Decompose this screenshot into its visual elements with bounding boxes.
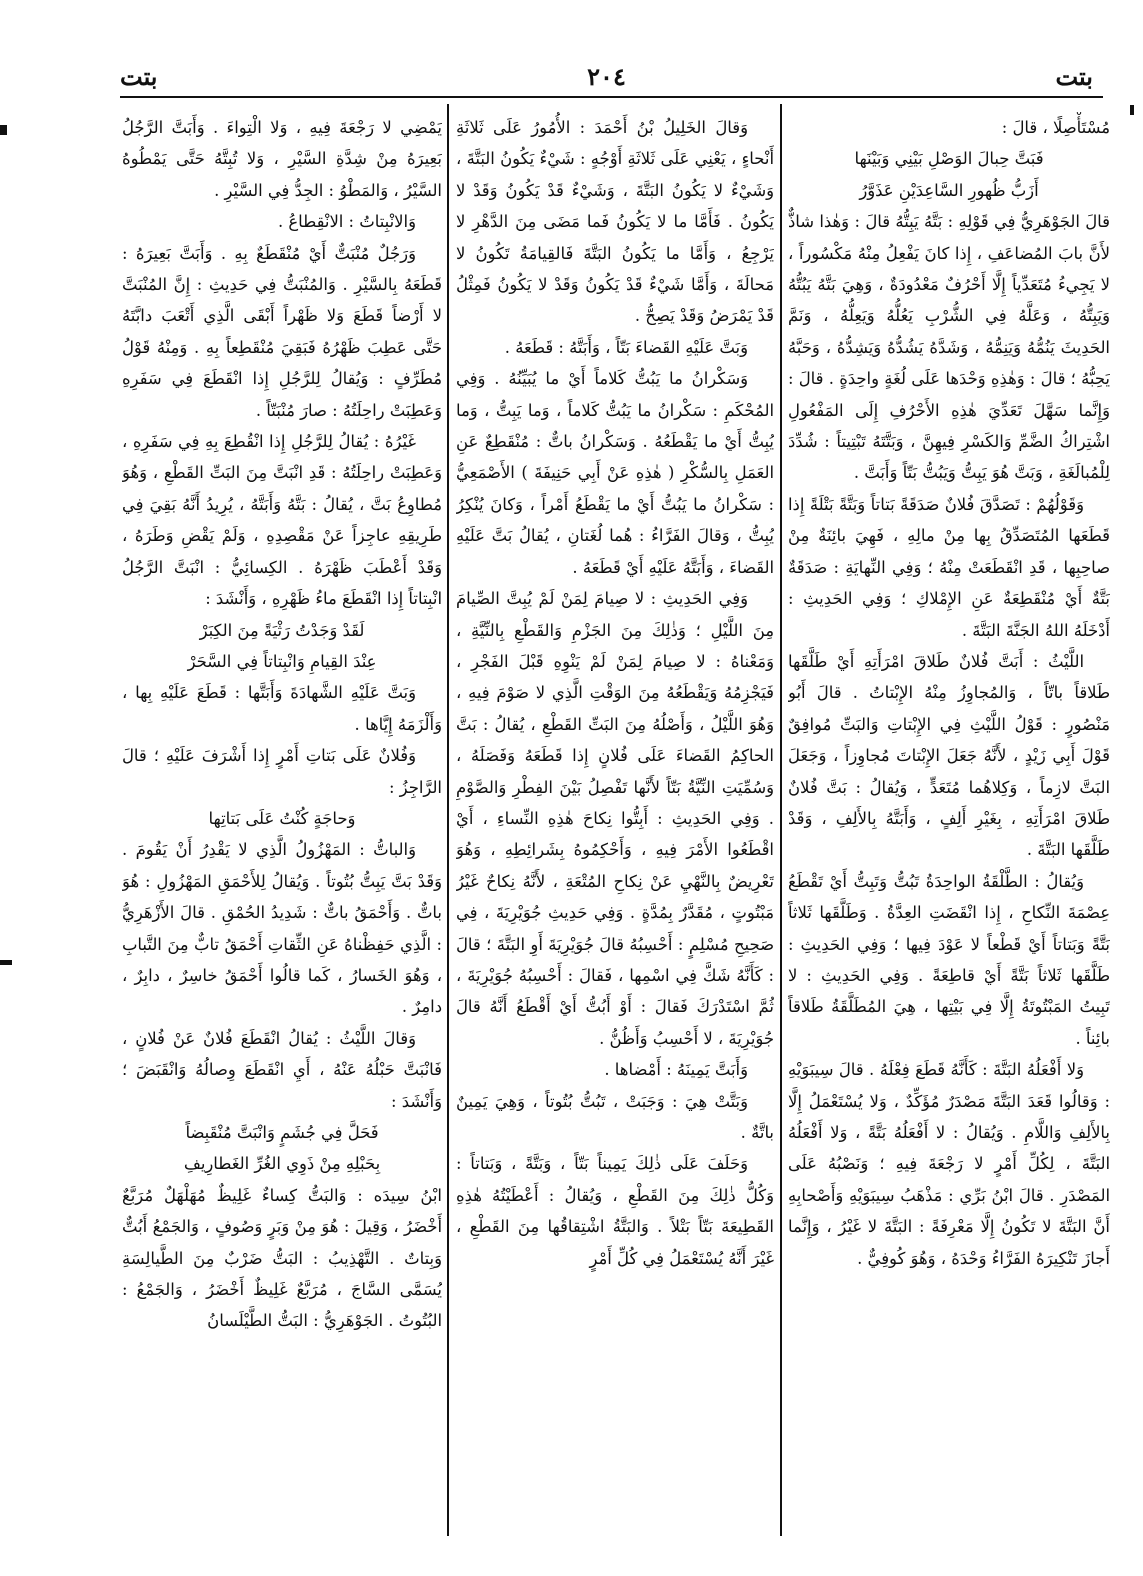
paragraph: اللَّيْثُ : أَبَتَّ فُلانٌ طَلاقَ امْرَأَتِهِ أَيْ طَلَّقَها طَلاقاً باتّاً ، وَالمُجاوِزُ مِنْهُ الإِبْتاتُ . قالَ أَبُو مَنْصُورٍ : قَوْلُ اللَّيْثِ فِي الإِبْتاتِ وَالبَتِّ مُوافِقٌ قَوْلَ أَبِي زَيْدٍ ، لأَنَّهُ جَعَلَ الإِبْتاتَ مُجاوِزاً ، وَجَعَلَ البَتَّ لازِماً ، وَكِلاهُما مُتَعَدٍّ ، وَيُقالُ : بَتَّ فُلانٌ طَلاقَ امْرَأَتِهِ ، بِغَيْرِ أَلِفٍ ، وَأَبَتَّهُ بِالأَلِفِ ، وَقَدْ طَلَّقَها البَتَّةَ . xyxy=(788,651,1110,860)
paragraph: غَيْرُهُ : يُقالُ لِلرَّجُلِ إِذا انْقُطِعَ بِهِ فِي سَفَرِهِ ، وَعَطِبَتْ راحِلَتُهُ : قَدِ انْبَتَّ مِنَ البَتِّ القَطْعِ ، وَهُوَ مُطاوِعُ بَتَّ ، يُقالُ : بَتَّهُ وَأَبَتَّهُ ، يُرِيدُ أَنَّهُ بَقِيَ فِي طَرِيقِهِ عاجِزاً عَنْ مَقْصِدِهِ ، وَلَمْ يَقْضِ وَطَرَهُ ، وَقَدْ أَعْطَبَ ظَهْرَهُ . الكِسائِيُّ : انْبَتَّ الرَّجُلُ انْبِتاتاً إِذا انْقَطَعَ ماءُ ظَهْرِهِ ، وَأَنْشَدَ : xyxy=(122,432,442,609)
paragraph: ابْنُ سِيدَه : وَالبَتُّ كِساءٌ غَلِيظٌ مُهَلْهَلٌ مُرَبَّعٌ أَخْضَرُ ، وَقِيلَ : هُوَ مِنْ وَبَرٍ وَصُوفٍ ، وَالجَمْعُ أَبُتٌّ وَبِتاتٌ . التَّهْذِيبُ : البَتُّ ضَرْبٌ مِنَ الطَّيالِسَةِ يُسَمَّى السَّاجَ ، مُرَبَّعٌ غَلِيظٌ أَخْضَرُ ، وَالجَمْعُ : البُتُوتُ . الجَوْهَرِيُّ : البَتُّ الطَّيْلَسانُ xyxy=(122,1185,442,1331)
paragraph: وَفُلانٌ عَلَى بَتاتِ أَمْرٍ إِذا أَشْرَفَ عَلَيْهِ ؛ قالَ الرَّاجِزُ : xyxy=(122,746,442,797)
paragraph: وَبَتَّتْ هِيَ : وَجَبَتْ ، تَبُتُّ بُتُوتاً ، وَهِيَ يَمِينٌ باتَّةٌ . xyxy=(456,1091,774,1142)
paragraph: وَحَلَفَ عَلَى ذٰلِكَ يَمِيناً بَتّاً ، وَبَتَّةً ، وَبَتاتاً : وَكُلُّ ذٰلِكَ مِنَ القَطْعِ ، وَيُقالُ : أَعْطَيْتُهُ هٰذِهِ القَطِيعَةَ بَتّاً بَتْلاً . وَالبَتَّةُ اشْتِقاقُها مِنَ القَطْعِ ، غَيْرَ أَنَّهُ يُسْتَعْمَلُ فِي كُلِّ أَمْرٍ xyxy=(456,1154,774,1268)
paragraph: وَالانْبِتاتُ : الانْقِطاعُ . xyxy=(277,212,416,232)
page-number: ٢٠٤ xyxy=(587,61,626,91)
paragraph: وَبَتَّ عَلَيْهِ الشَّهادَةَ وَأَبَتَّها : قَطَعَ عَلَيْهِ بِها ، وَأَلْزَمَهُ إِيَّاها . xyxy=(122,683,442,734)
column-left xyxy=(122,112,442,1558)
paragraph: يَمْضِي لا رَجْعَةَ فِيهِ ، وَلا الْتِواءَ . وَأَبَتَّ الرَّجُلُ بَعِيرَهُ مِنْ شِدَّةِ السَّيْرِ ، وَلا تُبِتَّهُ حَتَّى يَمْطُوهُ السَّيْرُ ، وَالمَطْوُ : الجِدُّ فِي السَّيْرِ . xyxy=(122,118,442,200)
paragraph: وَرَجُلٌ مُنْبَتٌّ أَيْ مُنْقَطَعٌ بِهِ . وَأَبَتَّ بَعِيرَهُ : قَطَعَهُ بِالسَّيْرِ . وَالمُنْبَتُّ فِي حَدِيثِ : إِنَّ المُنْبَتَّ لا أَرْضاً قَطَعَ وَلا ظَهْراً أَبْقَى الَّذِي أَتْعَبَ دابَّتَهُ حَتَّى عَطِبَ ظَهْرُهُ فَبَقِيَ مُنْقَطِعاً بِهِ . وَمِنْهُ قَوْلُ مُطَرِّفٍ : وَيُقالُ لِلرَّجُلِ إِذا انْقَطَعَ فِي سَفَرِهِ وَعَطِبَتْ راحِلَتُهُ : صارَ مُنْبَتّاً . xyxy=(122,243,442,420)
header-left-word: بتت xyxy=(120,61,158,91)
verse-line: فَحَلَّ فِي جُشَمٍ وَانْبَتَّ مُنْقَبِضاً xyxy=(185,1123,379,1142)
header-rule xyxy=(120,96,1103,98)
paragraph: وَبَتَّ عَلَيْهِ القَضاءَ بَتّاً ، وَأَبَتَّهُ : قَطَعَهُ . xyxy=(504,337,748,357)
paragraph: وَقالَ اللَّيْثُ : يُقالُ انْقَطَعَ فُلانٌ عَنْ فُلانٍ ، فَانْبَتَّ حَبْلُهُ عَنْهُ ، أَيِ انْقَطَعَ وِصالُهُ وَانْقَبَضَ ؛ وَأَنْشَدَ : xyxy=(122,1028,442,1111)
paragraph: وَيُقالُ : الطَّلْقَةُ الواحِدَةُ تَبُتُّ وَتَبِتُّ أَيْ تَقْطَعُ عِصْمَةَ النِّكاحِ ، إِذا انْقَضَتِ العِدَّةُ . وَطَلَّقَها ثَلاثاً بَتَّةً وَبَتاتاً أَيْ قَطْعاً لا عَوْدَ فِيها ؛ وَفِي الحَدِيثِ : طَلَّقَها ثَلاثاً بَتَّةً أَيْ قاطِعَةً . وَفِي الحَدِيثِ : لا تَبِيتُ المَبْتُوتَةُ إِلَّا فِي بَيْتِها ، هِيَ المُطَلَّقَةُ طَلاقاً بائِناً . xyxy=(788,871,1110,1048)
column-right xyxy=(788,112,1110,1558)
page-header xyxy=(120,58,1093,94)
paragraph: وَقَوْلُهُمْ : تَصَدَّقَ فُلانٌ صَدَقَةً بَتاتاً وَبَتَّةً بَتْلَةً إِذا قَطَعَها المُتَصَدِّقُ بِها مِنْ مالِهِ ، فَهِيَ بائِنَةٌ مِنْ صاحِبِها ، قَدِ انْقَطَعَتْ مِنْهُ ؛ وَفِي النِّهايَةِ : صَدَقَةٌ بَتَّةٌ أَيْ مُنْقَطِعَةٌ عَنِ الإِمْلاكِ ؛ وَفِي الحَدِيثِ : أَدْخَلَهُ اللهُ الجَنَّةَ البَتَّةَ . xyxy=(788,494,1110,640)
scan-edge-mark xyxy=(1130,105,1134,115)
column-separator-left xyxy=(447,104,449,1536)
paragraph: مُسْتَأْصِلًا ، قالَ : xyxy=(1001,118,1110,137)
verse-line: أَزَبُّ ظُهورِ السَّاعِدَيْنِ عَذَوَّرُ xyxy=(859,180,1039,200)
paragraph: قالَ الجَوْهَرِيُّ فِي قَوْلِهِ : بَتَّهُ يَبِتُّهُ قالَ : وَهٰذا شاذٌّ لأَنَّ بابَ المُضاعَفِ ، إِذا كانَ يَفْعِلُ مِنْهُ مَكْسُوراً ، لا يَجِيءُ مُتَعَدِّياً إِلَّا أَحْرُفٌ مَعْدُودَةٌ ، وَهِيَ بَتَّهُ يَبُتُّهُ وَيَبِتُّهُ ، وَعَلَّهُ فِي الشُّرْبِ يَعُلُّهُ وَيَعِلُّهُ ، وَنَمَّ الحَدِيثَ يَنُمُّهُ وَيَنِمُّهُ ، وَشَدَّهُ يَشُدُّهُ وَيَشِدُّهُ ، وَحَبَّهُ يَحِبُّهُ ؛ قالَ : وَهٰذِهِ وَحْدَها عَلَى لُغَةٍ واحِدَةٍ . قالَ : وَإِنَّما سَهَّلَ تَعَدِّيَ هٰذِهِ الأَحْرُفِ إِلَى المَفْعُولِ اشْتِراكُ الضَّمِّ وَالكَسْرِ فِيهِنَّ ، وَبَتَّتَهُ تَبْتِيتاً : شُدِّدَ لِلْمُبالَغَةِ ، وَبَتَّ هُوَ يَبِتُّ وَيَبُتُّ بَتّاً وَأَبَتَّ . xyxy=(788,212,1110,483)
header-right-word: بتت xyxy=(1055,61,1093,91)
paragraph: وَأَبَتَّ يَمِينَهُ : أَمْضاها . xyxy=(604,1060,748,1080)
scan-edge-mark xyxy=(0,125,7,135)
scan-edge-mark xyxy=(0,960,12,965)
verse-line: لَقَدْ وَجَدْتُ رَثْيَةً مِنَ الكِبَرْ xyxy=(199,620,365,640)
paragraph: وَسَكْرانُ ما يَبُتُّ كَلاماً أَيْ ما يُبَيِّنُهُ . وَفِي المُحْكَمِ : سَكْرانُ ما يَبُتُّ كَلاماً ، وَما يَبِتُّ ، وَما يُبِتُّ أَيْ ما يَقْطَعُهُ . وَسَكْرانُ باتٌّ : مُنْقَطِعٌ عَنِ العَمَلِ بِالسُّكْرِ ( هٰذِهِ عَنْ أَبِي حَنِيفَةَ ) الأَصْمَعِيُّ : سَكْرانُ ما يَبُتُّ أَيْ ما يَقْطَعُ أَمْراً ، وَكانَ يُنْكِرُ يُبِتُّ ، وَقالَ الفَرَّاءُ : هُما لُغَتانِ ، يُقالُ بَتَّ عَلَيْهِ القَضاءَ ، وَأَبَتَّهُ عَلَيْهِ أَيْ قَطَعَهُ . xyxy=(456,369,774,577)
verse-line: بِحَبْلِهِ مِنْ ذَوِي الغُرِّ الغَطارِيفِ xyxy=(183,1154,381,1174)
verse-line: فَبَتَّ حِبالَ الوَصْلِ بَيْنِي وَبَيْنَها xyxy=(854,149,1044,169)
verse-line: وَحاجَةٍ كُنْتُ عَلَى بَتاتِها xyxy=(208,808,356,828)
column-separator-right xyxy=(780,104,782,1536)
paragraph: وَالباتُّ : المَهْزُولُ الَّذِي لا يَقْدِرُ أَنْ يَقُومَ . وَقَدْ بَتَّ يَبِتُّ بُتُوتاً . وَيُقالُ لِلأَحْمَقِ المَهْزُولِ : هُوَ باتٌّ . وَأَحْمَقُ باتٌّ : شَدِيدُ الحُمْقِ . قالَ الأَزْهَرِيُّ : الَّذِي حَفِظْناهُ عَنِ الثِّقاتِ أَحْمَقُ تابٌّ مِنَ التَّبابِ ، وَهُوَ الخَسارُ ، كَما قالُوا أَحْمَقُ خاسِرٌ ، دابِرٌ ، دامِرٌ . xyxy=(122,840,442,1017)
paragraph: وَلا أَفْعَلُهُ البَتَّةَ : كَأَنَّهُ قَطَعَ فِعْلَهُ . قالَ سِيبَوَيْهِ : وَقالُوا قَعَدَ البَتَّةَ مَصْدَرٌ مُؤَكِّدٌ ، وَلا يُسْتَعْمَلُ إِلَّا بِالأَلِفِ وَاللَّامِ . وَيُقالُ : لا أَفْعَلُهُ بَتَّةً ، وَلا أَفْعَلُهُ البَتَّةَ ، لِكُلِّ أَمْرٍ لا رَجْعَةَ فِيهِ ؛ وَنَصْبُهُ عَلَى المَصْدَرِ . قالَ ابْنُ بَرِّي : مَذْهَبُ سِيبَوَيْهِ وَأَصْحابِهِ أَنَّ البَتَّةَ لا تَكُونُ إِلَّا مَعْرِفَةً : البَتَّةَ لا غَيْرُ ، وَإِنَّما أَجازَ تَنْكِيرَهُ الفَرَّاءُ وَحْدَهُ ، وَهُوَ كُوفِيٌّ . xyxy=(788,1060,1110,1268)
paragraph: وَقالَ الخَلِيلُ بْنُ أَحْمَدَ : الأُمُورُ عَلَى ثَلاثَةِ أَنْحاءٍ ، يَعْنِي عَلَى ثَلاثَةِ أَوْجُهٍ : شَيْءٌ يَكُونُ البَتَّةَ ، وَشَيْءٌ لا يَكُونُ البَتَّةَ ، وَشَيْءٌ قَدْ يَكُونُ وَقَدْ لا يَكُونُ . فَأَمَّا ما لا يَكُونُ فَما مَضَى مِنَ الدَّهْرِ لا يَرْجِعُ ، وَأَمَّا ما يَكُونُ البَتَّةَ فَالقِيامَةُ تَكُونُ لا مَحالَةَ ، وَأَمَّا شَيْءٌ قَدْ يَكُونُ وَقَدْ لا يَكُونُ فَمِثْلُ قَدْ يَمْرَضُ وَقَدْ يَصِحُّ . xyxy=(456,118,774,326)
verse-line: عِنْدَ القِيامِ وَانْبِتاتاً فِي السَّحَرْ xyxy=(187,651,377,671)
paragraph: وَفِي الحَدِيثِ : لا صِيامَ لِمَنْ لَمْ يُبِتَّ الصِّيامَ مِنَ اللَّيْلِ ؛ وَذٰلِكَ مِنَ الجَزْمِ وَالقَطْعِ بِالنِّيَّةِ ، وَمَعْناهُ : لا صِيامَ لِمَنْ لَمْ يَنْوِهِ قَبْلَ الفَجْرِ ، فَيَجْزِمُهُ وَيَقْطَعُهُ مِنَ الوَقْتِ الَّذِي لا صَوْمَ فِيهِ ، وَهُوَ اللَّيْلُ ، وَأَصْلُهُ مِنَ البَتِّ القَطْعِ ، يُقالُ : بَتَّ الحاكِمُ القَضاءَ عَلَى فُلانٍ إِذا قَطَعَهُ وَفَصَلَهُ ، وَسُمِّيَتِ النِّيَّةُ بَتّاً لأَنَّها تَفْصِلُ بَيْنَ الفِطْرِ وَالصَّوْمِ . وَفِي الحَدِيثِ : أَبِتُّوا نِكاحَ هٰذِهِ النِّساءِ ، أَيْ اقْطَعُوا الأَمْرَ فِيهِ ، وَأَحْكِمُوهُ بِشَرائِطِهِ ، وَهُوَ تَعْرِيضٌ بِالنَّهْيِ عَنْ نِكاحِ المُتْعَةِ ، لأَنَّهُ نِكاحٌ غَيْرُ مَبْتُوتٍ ، مُقَدَّرٌ بِمُدَّةٍ . وَفِي حَدِيثِ جُوَيْرِيَةَ ، فِي صَحِيحِ مُسْلِمٍ : أَحْسِبُهُ قالَ جُوَيْرِيَةَ أَوِ البَتَّةَ ؛ قالَ : كَأَنَّهُ شَكَّ فِي اسْمِها ، فَقالَ : أَحْسِبُهُ جُوَيْرِيَةَ ، ثُمَّ اسْتَدْرَكَ فَقالَ : أَوْ أَبُتُّ أَيْ أَقْطَعُ أَنَّهُ قالَ جُوَيْرِيَةَ ، لا أَحْسِبُ وَأَظُنُّ . xyxy=(456,589,774,1048)
column-middle xyxy=(456,112,774,1558)
